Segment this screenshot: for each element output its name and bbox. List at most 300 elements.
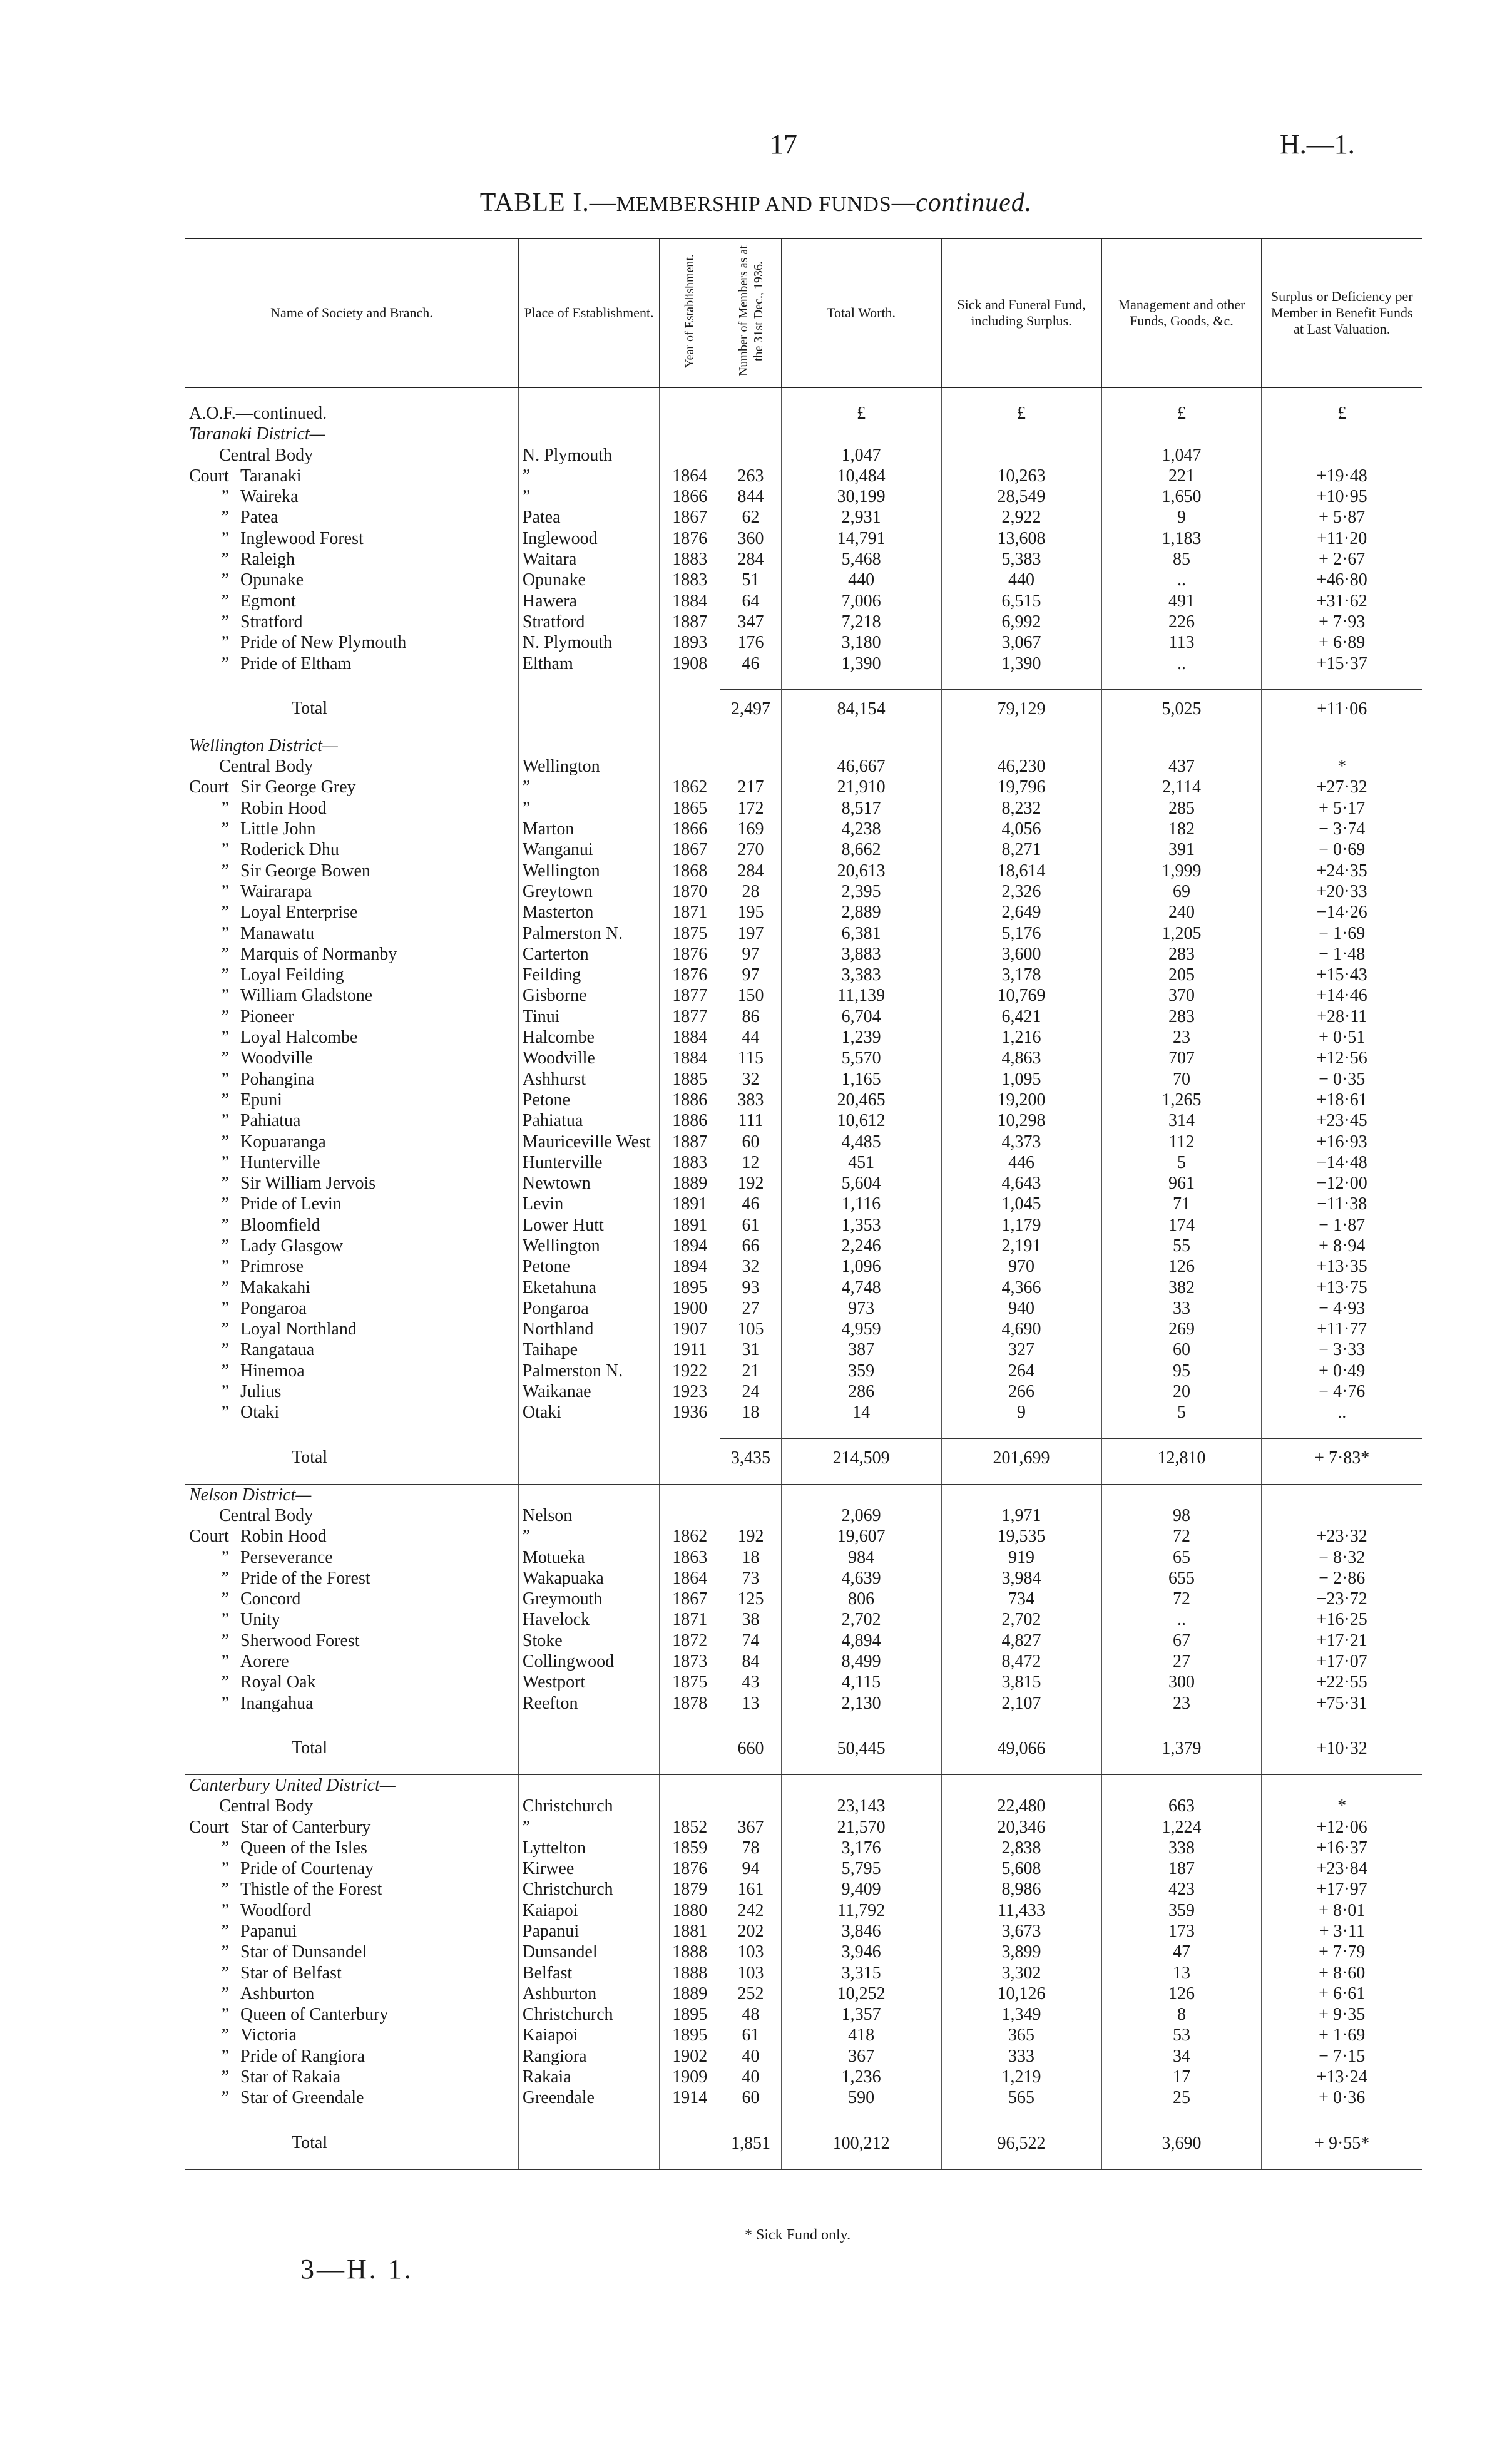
place-cell: Petone [518,1256,659,1277]
year-cell: 1889 [660,1983,720,2004]
branch-name: Central Body [219,757,314,777]
branch-prefix: ” [221,1838,229,1858]
empty-cell [941,674,1101,690]
total-worth-cell: 984 [781,1547,941,1568]
branch-name-cell [185,1277,518,1298]
members-cell: 284 [720,549,781,570]
management-fund-cell: 23 [1101,1027,1262,1048]
year-cell: 1893 [660,632,720,653]
members-cell: 172 [720,798,781,819]
place-cell: Greymouth [518,1589,659,1609]
year-cell: 1909 [660,2067,720,2087]
members-cell: 192 [720,1173,781,1194]
branch-name: Loyal Enterprise [240,903,358,923]
branch-prefix: ” [221,550,229,570]
total-worth-cell: 11,139 [781,985,941,1006]
surplus-cell: +12·56 [1262,1048,1422,1068]
place-cell: Pongaroa [518,1298,659,1319]
empty-cell [185,674,518,690]
total-worth-cell: 590 [781,2087,941,2108]
surplus-cell: − 7·15 [1262,2046,1422,2067]
year-cell: 1911 [660,1339,720,1360]
branch-name: Loyal Northland [240,1319,357,1339]
branch-name-cell [185,1817,518,1838]
empty-cell [720,424,781,444]
year-cell: 1884 [660,591,720,612]
branch-prefix: ” [221,2088,229,2108]
sick-fund-cell: 1,971 [941,1505,1101,1526]
surplus-cell: − 0·69 [1262,839,1422,860]
management-fund-cell: 85 [1101,549,1262,570]
empty-cell [781,1473,941,1485]
year-cell: 1859 [660,1838,720,1858]
col-header-name: Name of Society and Branch. [185,238,518,387]
surplus-cell: − 4·76 [1262,1381,1422,1402]
empty-cell [720,1484,781,1505]
branch-name-cell [185,861,518,881]
sick-fund-cell: 46,230 [941,756,1101,777]
total-members: 3,435 [720,1438,781,1473]
empty-cell [660,1473,720,1485]
branch-prefix: ” [221,881,229,901]
branch-name: Royal Oak [240,1672,316,1692]
place-cell: Ashburton [518,1983,659,2004]
place-cell: Reefton [518,1693,659,1714]
members-cell: 40 [720,2046,781,2067]
branch-prefix: ” [221,1880,229,1900]
table-row [185,1402,1422,1423]
membership-funds-table [185,238,1422,2170]
empty-cell [518,1473,659,1485]
management-fund-cell: 5 [1101,1152,1262,1173]
table-row [185,798,1422,819]
year-cell: 1871 [660,902,720,923]
sick-fund-cell: 5,383 [941,549,1101,570]
surplus-cell: +16·37 [1262,1838,1422,1858]
surplus-cell: +75·31 [1262,1693,1422,1714]
title-caps: MEMBERSHIP AND FUNDS [616,193,892,216]
total-worth-cell: 5,468 [781,549,941,570]
branch-name: Pride of the Forest [240,1568,370,1588]
place-cell: Feilding [518,965,659,985]
sick-fund-cell: 1,179 [941,1215,1101,1236]
total-label: Total [292,699,328,719]
surplus-cell: +18·61 [1262,1090,1422,1110]
place-cell: Woodville [518,1048,659,1068]
place-cell: Kirwee [518,1858,659,1879]
empty-cell [518,1729,659,1763]
surplus-cell: +28·11 [1262,1006,1422,1027]
surplus-cell: + 7·79 [1262,1942,1422,1962]
management-fund-cell: 370 [1101,985,1262,1006]
members-cell [720,756,781,777]
table-row [185,507,1422,528]
sick-fund-cell: 4,863 [941,1048,1101,1068]
year-cell: 1888 [660,1942,720,1962]
management-fund-cell: 1,047 [1101,445,1262,466]
year-cell: 1889 [660,1173,720,1194]
surplus-cell: +19·48 [1262,466,1422,486]
sick-fund-cell: 4,373 [941,1132,1101,1152]
empty-cell [781,2158,941,2170]
branch-prefix: ” [221,508,229,528]
sick-fund-cell: 565 [941,2087,1101,2108]
title-prefix: TABLE I.— [479,188,616,217]
place-cell: Christchurch [518,1796,659,1816]
empty-cell [660,2158,720,2170]
total-worth-cell: 20,465 [781,1090,941,1110]
place-cell: Wakapuaka [518,1568,659,1589]
members-cell: 13 [720,1693,781,1714]
branch-prefix: ” [221,1568,229,1588]
total-worth-cell: 10,612 [781,1110,941,1131]
table-row [185,1921,1422,1942]
surplus-cell: +24·35 [1262,861,1422,881]
total-mgmt-sum: 12,810 [1101,1438,1262,1473]
surplus-cell: +22·55 [1262,1672,1422,1692]
empty-cell [941,2109,1101,2124]
branch-prefix: ” [221,487,229,507]
branch-name-cell [185,1693,518,1714]
sick-fund-cell: 10,769 [941,985,1101,1006]
management-fund-cell: 72 [1101,1526,1262,1547]
table-row [185,1547,1422,1568]
sick-fund-cell: 2,922 [941,507,1101,528]
management-fund-cell: 655 [1101,1568,1262,1589]
branch-name-cell [185,1236,518,1256]
surplus-cell: +23·45 [1262,1110,1422,1131]
document-reference: H.—1. [1280,129,1355,160]
empty-cell [720,674,781,690]
management-fund-cell: 300 [1101,1672,1262,1692]
management-fund-cell: 33 [1101,1298,1262,1319]
empty-cell [660,1774,720,1796]
branch-prefix: ” [221,1194,229,1214]
place-cell: Inglewood [518,528,659,549]
table-row [185,486,1422,507]
sick-fund-cell: 3,067 [941,632,1101,653]
branch-name: William Gladstone [240,986,373,1006]
surplus-cell [1262,445,1422,466]
total-worth-cell: 3,846 [781,1921,941,1942]
branch-name: Pride of New Plymouth [240,633,407,653]
members-cell: 111 [720,1110,781,1131]
total-worth-cell: 23,143 [781,1796,941,1816]
branch-name-cell [185,985,518,1006]
branch-prefix: ” [221,1589,229,1609]
sick-fund-cell: 446 [941,1152,1101,1173]
management-fund-cell: 67 [1101,1630,1262,1651]
table-row [185,777,1422,797]
total-worth-cell: 30,199 [781,486,941,507]
year-cell: 1866 [660,819,720,839]
year-cell: 1862 [660,1526,720,1547]
col-header-sick: Sick and Funeral Fund, including Surplus. [941,238,1101,387]
surplus-cell: * [1262,1796,1422,1816]
branch-name-cell [185,1900,518,1921]
branch-name-cell [185,839,518,860]
table-row [185,1236,1422,1256]
year-cell: 1852 [660,1817,720,1838]
management-fund-cell: 34 [1101,2046,1262,2067]
sick-fund-cell: 919 [941,1547,1101,1568]
branch-name-cell [185,1858,518,1879]
empty-cell [720,1714,781,1729]
members-cell: 43 [720,1672,781,1692]
branch-name: Star of Rakaia [240,2067,341,2087]
branch-prefix: ” [221,1069,229,1089]
table-row [185,923,1422,944]
branch-prefix: ” [221,1298,229,1318]
year-cell: 1900 [660,1298,720,1319]
place-cell: Westport [518,1672,659,1692]
empty-cell [518,2109,659,2124]
total-worth-cell: 2,246 [781,1236,941,1256]
branch-name: Waireka [240,487,299,507]
place-cell: Palmerston N. [518,923,659,944]
members-cell: 61 [720,2025,781,2045]
surplus-cell: + 1·69 [1262,2025,1422,2045]
branch-name-cell [185,1589,518,1609]
members-cell: 263 [720,466,781,486]
branch-prefix: ” [221,1006,229,1026]
members-cell: 24 [720,1381,781,1402]
members-cell: 66 [720,1236,781,1256]
branch-name-cell [185,1361,518,1381]
branch-name: Papanui [240,1922,297,1941]
sick-fund-cell: 10,298 [941,1110,1101,1131]
total-worth-cell: 10,252 [781,1983,941,2004]
total-worth-cell: 3,883 [781,944,941,965]
total-label: Total [292,2133,328,2153]
management-fund-cell: 391 [1101,839,1262,860]
district-header-row [185,1774,1422,1796]
total-worth-cell: 1,357 [781,2004,941,2025]
place-cell: Northland [518,1319,659,1339]
total-worth-cell: 6,381 [781,923,941,944]
table-row [185,1381,1422,1402]
branch-name-cell [185,1090,518,1110]
branch-name: Pohangina [240,1069,315,1089]
branch-name: Star of Dunsandel [240,1942,367,1962]
sick-fund-cell: 5,176 [941,923,1101,944]
empty-cell [1101,424,1262,444]
branch-prefix: ” [221,903,229,923]
sick-fund-cell: 2,326 [941,881,1101,902]
empty-cell [1101,1473,1262,1485]
table-row [185,1651,1422,1672]
members-cell: 169 [720,819,781,839]
year-cell: 1895 [660,2004,720,2025]
place-cell: ” [518,466,659,486]
empty-cell [518,1484,659,1505]
year-cell: 1908 [660,653,720,674]
spacer-row [185,1423,1422,1439]
branch-prefix: ” [221,1236,229,1256]
total-worth-cell: 46,667 [781,756,941,777]
district-name: Canterbury United District— [189,1775,396,1795]
page-number: 17 [770,129,797,160]
place-cell: Havelock [518,1609,659,1630]
branch-name: Hinemoa [240,1361,305,1381]
empty-cell [781,724,941,735]
surplus-cell: +27·32 [1262,777,1422,797]
management-fund-cell: 491 [1101,591,1262,612]
total-worth-cell: 6,704 [781,1006,941,1027]
members-cell: 51 [720,570,781,590]
members-cell: 32 [720,1069,781,1090]
year-cell: 1872 [660,1630,720,1651]
year-cell [660,756,720,777]
sick-fund-cell: 2,107 [941,1693,1101,1714]
sick-fund-cell: 6,992 [941,612,1101,632]
branch-name: Aorere [240,1652,289,1672]
total-worth-sum: 84,154 [781,689,941,724]
place-cell: Belfast [518,1963,659,1983]
total-row [185,1438,1422,1473]
management-fund-cell: 113 [1101,632,1262,653]
society-name: A.O.F.—continued. [189,404,327,423]
sick-fund-cell: 20,346 [941,1817,1101,1838]
branch-name-cell [185,1132,518,1152]
surplus-cell: − 2·86 [1262,1568,1422,1589]
total-worth-cell: 2,395 [781,881,941,902]
table-row [185,881,1422,902]
empty-cell [660,1763,720,1775]
total-worth-cell: 1,236 [781,2067,941,2087]
empty-cell [720,1423,781,1439]
empty-cell [720,2158,781,2170]
empty-cell [660,1438,720,1473]
total-worth-cell: 4,894 [781,1630,941,1651]
empty-cell [781,735,941,756]
total-sick-sum: 96,522 [941,2124,1101,2158]
place-cell: Hunterville [518,1152,659,1173]
place-cell: Rakaia [518,2067,659,2087]
total-mgmt-sum: 3,690 [1101,2124,1262,2158]
branch-prefix: ” [221,1277,229,1297]
branch-prefix: ” [221,1693,229,1713]
table-row [185,466,1422,486]
empty-cell [941,1473,1101,1485]
empty-cell [720,2109,781,2124]
total-surplus: + 7·83* [1262,1438,1422,1473]
management-fund-cell: 707 [1101,1048,1262,1068]
empty-cell [720,403,781,424]
members-cell: 115 [720,1048,781,1068]
place-cell: N. Plymouth [518,632,659,653]
empty-cell [1101,1763,1262,1775]
sick-fund-cell: 4,827 [941,1630,1101,1651]
year-cell: 1863 [660,1547,720,1568]
total-surplus: + 9·55* [1262,2124,1422,2158]
members-cell: 844 [720,486,781,507]
branch-prefix: Court [189,777,229,797]
empty-cell [1262,1473,1422,1485]
surplus-cell: − 1·69 [1262,923,1422,944]
sick-fund-cell: 440 [941,570,1101,590]
branch-name-cell [185,756,518,777]
table-row [185,632,1422,653]
members-cell: 12 [720,1152,781,1173]
management-fund-cell: 1,183 [1101,528,1262,549]
year-cell: 1870 [660,881,720,902]
branch-prefix: ” [221,633,229,653]
branch-prefix: ” [221,2067,229,2087]
district-header-row [185,735,1422,756]
place-cell: Taihape [518,1339,659,1360]
members-cell: 31 [720,1339,781,1360]
members-cell: 46 [720,1194,781,1214]
surplus-cell: +20·33 [1262,881,1422,902]
sick-fund-cell: 264 [941,1361,1101,1381]
year-cell: 1883 [660,1152,720,1173]
branch-prefix: ” [221,653,229,673]
members-cell: 383 [720,1090,781,1110]
empty-cell [941,1484,1101,1505]
surplus-cell: + 6·89 [1262,632,1422,653]
total-worth-sum: 50,445 [781,1729,941,1763]
total-worth-cell: 440 [781,570,941,590]
branch-prefix: ” [221,1215,229,1235]
table-row [185,839,1422,860]
table-row [185,1796,1422,1816]
management-fund-cell: 1,265 [1101,1090,1262,1110]
branch-prefix: ” [221,1859,229,1879]
table-row [185,1152,1422,1173]
place-cell: Kaiapoi [518,2025,659,2045]
empty-cell [941,1714,1101,1729]
branch-name: Star of Greendale [240,2088,364,2108]
table-row [185,1505,1422,1526]
year-cell [660,1796,720,1816]
branch-prefix: ” [221,2046,229,2066]
empty-cell [660,724,720,735]
management-fund-cell: .. [1101,653,1262,674]
table-row [185,1672,1422,1692]
members-cell: 103 [720,1963,781,1983]
total-worth-cell: 451 [781,1152,941,1173]
branch-name: Kopuaranga [240,1132,326,1152]
surplus-cell: +23·32 [1262,1526,1422,1547]
empty-cell [660,2109,720,2124]
table-row [185,1339,1422,1360]
table-row [185,1609,1422,1630]
sick-fund-cell: 333 [941,2046,1101,2067]
branch-name-cell [185,1402,518,1423]
place-cell: ” [518,1526,659,1547]
branch-prefix: ” [221,798,229,818]
header-row [185,238,1422,387]
surplus-cell: +11·77 [1262,1319,1422,1339]
sick-fund-cell: 3,984 [941,1568,1101,1589]
branch-name-cell [185,632,518,653]
branch-name: Queen of the Isles [240,1838,367,1858]
branch-prefix: ” [221,819,229,839]
year-cell: 1914 [660,2087,720,2108]
management-fund-cell: 314 [1101,1110,1262,1131]
members-cell: 150 [720,985,781,1006]
total-row [185,1729,1422,1763]
branch-prefix: ” [221,965,229,985]
branch-name-cell [185,1505,518,1526]
total-worth-cell: 11,792 [781,1900,941,1921]
branch-prefix: ” [221,1152,229,1172]
total-worth-cell: 14 [781,1402,941,1423]
branch-prefix: ” [221,1382,229,1402]
col-header-worth: Total Worth. [781,238,941,387]
place-cell: Christchurch [518,2004,659,2025]
